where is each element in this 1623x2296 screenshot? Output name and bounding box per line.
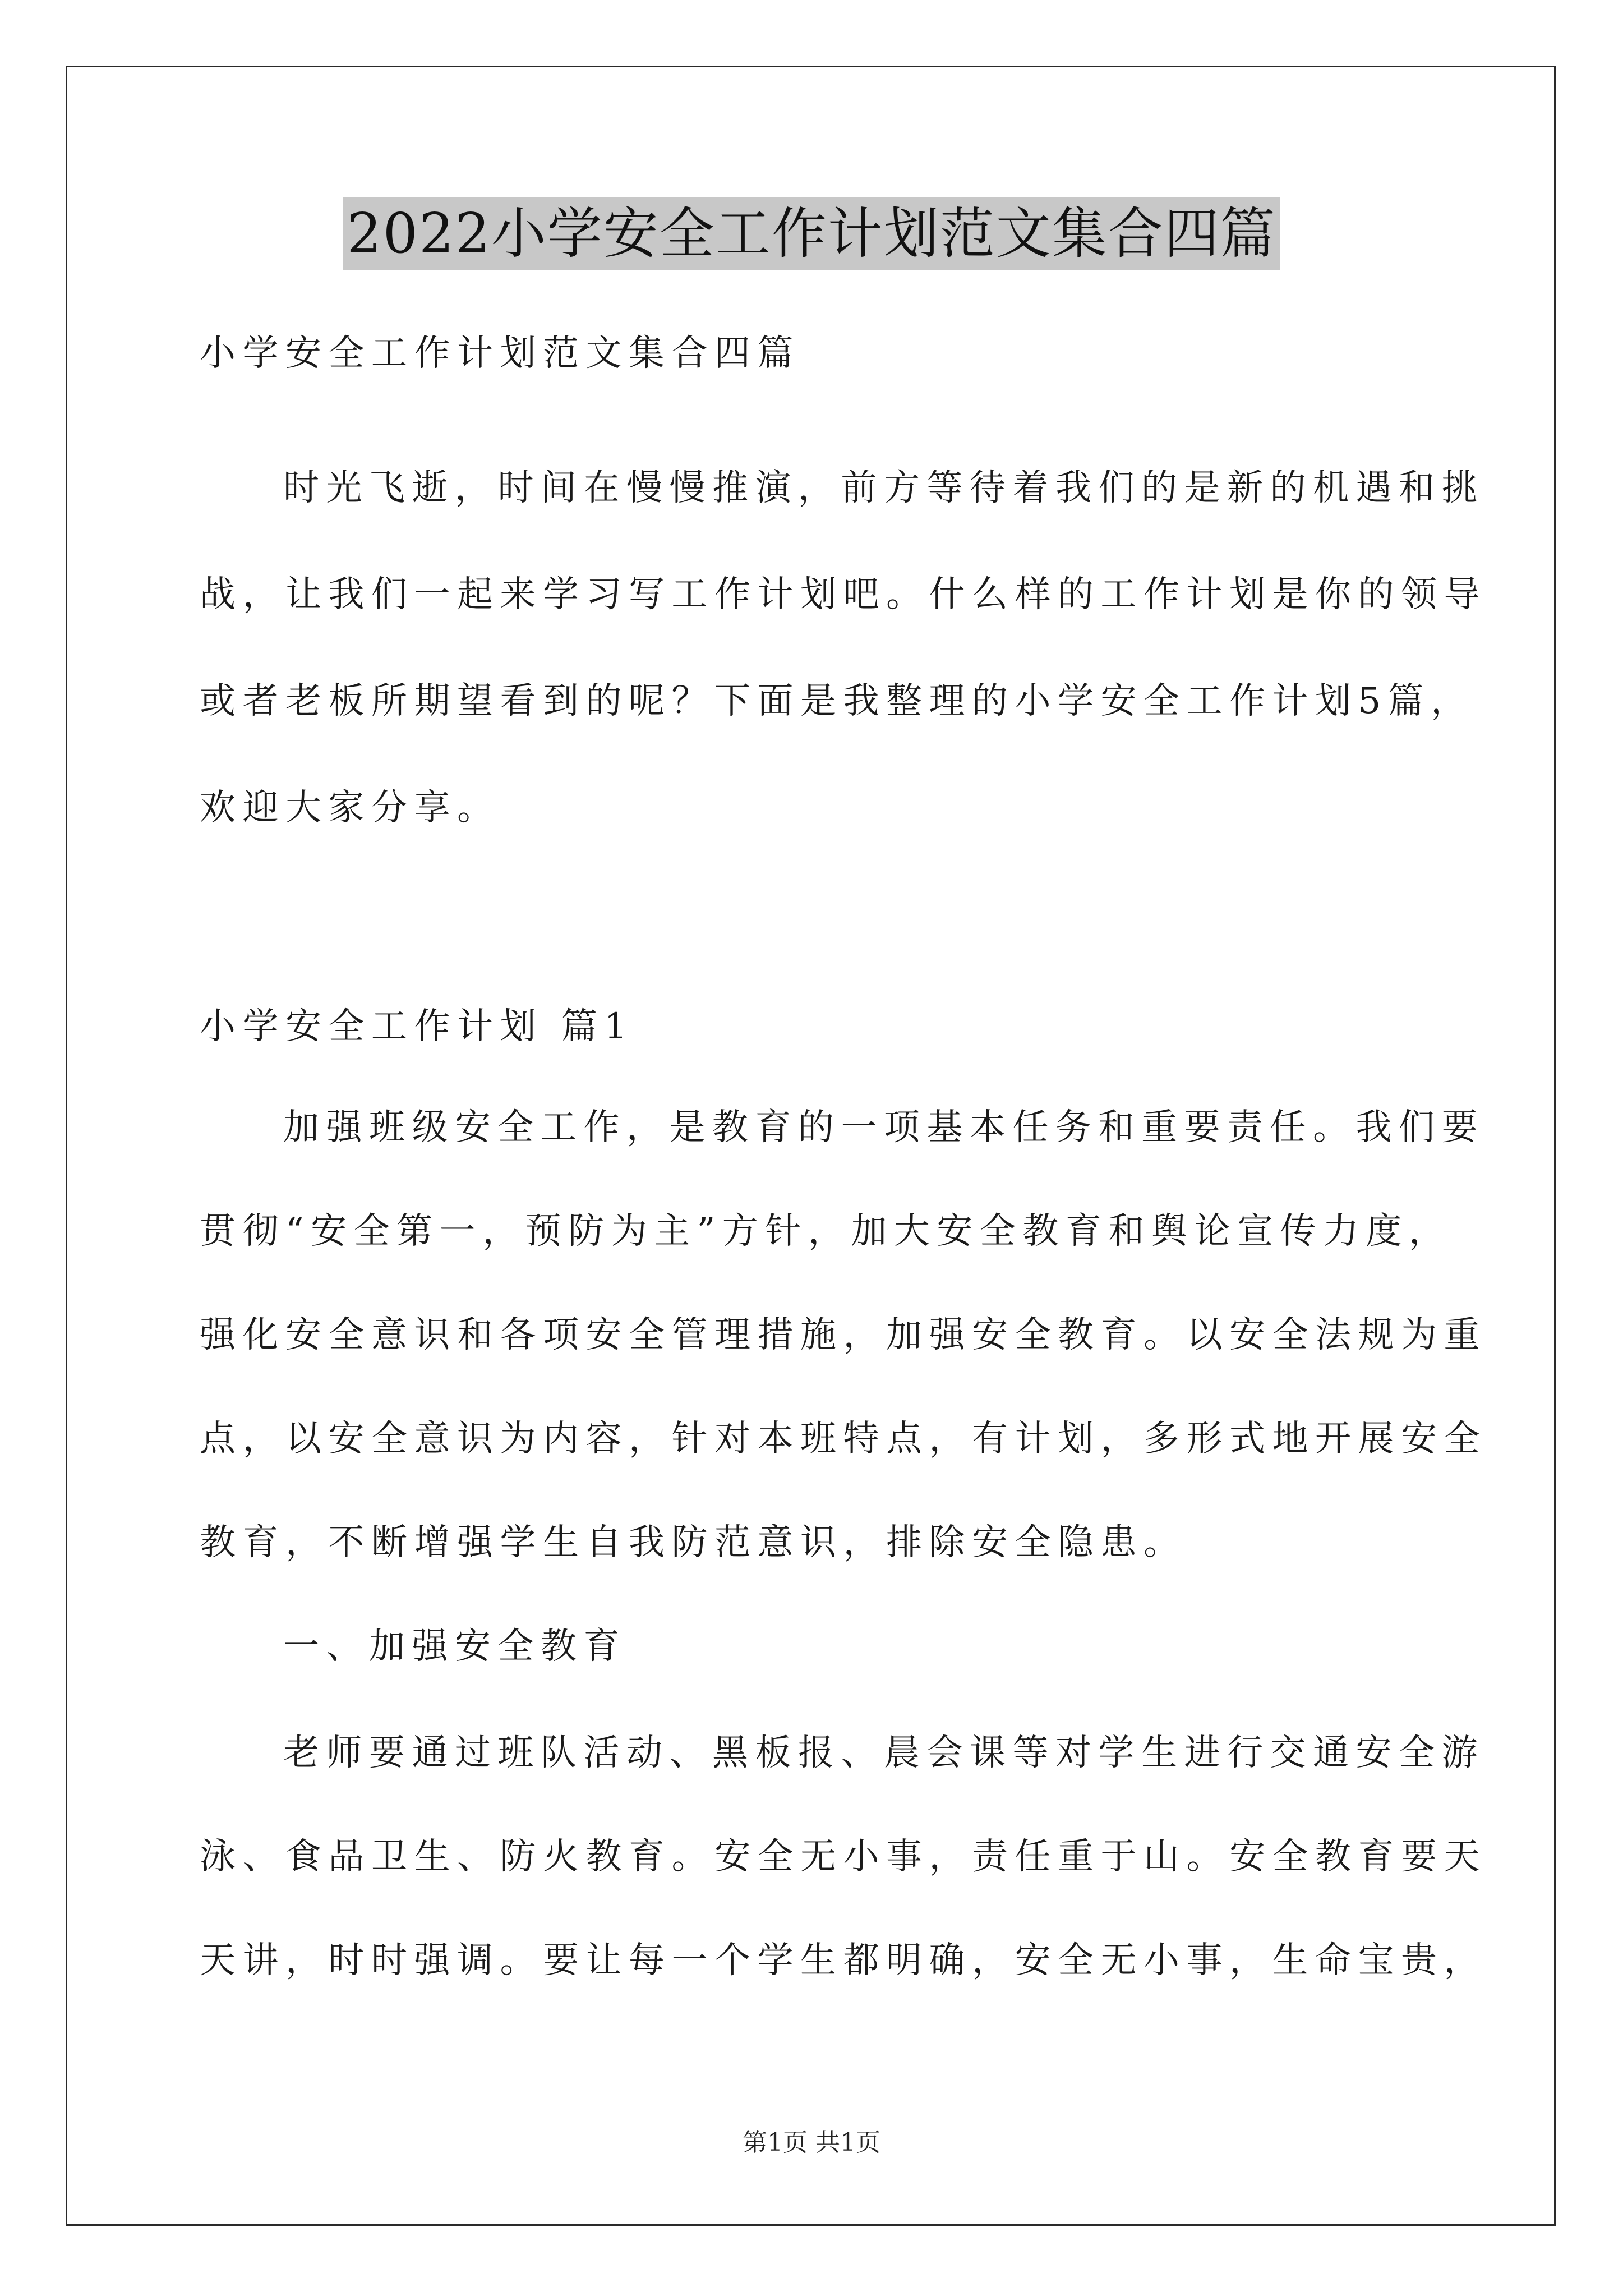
paragraph-line: 点，以安全意识为内容，针对本班特点，有计划，多形式地开展安全 bbox=[200, 1418, 1487, 1460]
paragraph-line: 欢迎大家分享。 bbox=[200, 787, 500, 829]
page-footer: 第1页 共1页 bbox=[743, 2128, 880, 2157]
paragraph-line: 战，让我们一起来学习写工作计划吧。什么样的工作计划是你的领导 bbox=[200, 574, 1487, 615]
section-heading: 小学安全工作计划 篇1 bbox=[200, 1006, 634, 1047]
title-container bbox=[0, 197, 1623, 270]
paragraph-line: 加强班级安全工作，是教育的一项基本任务和重要责任。我们要 bbox=[283, 1107, 1484, 1148]
paragraph-line: 或者老板所期望看到的呢？下面是我整理的小学安全工作计划5篇， bbox=[200, 680, 1474, 722]
subsection-heading: 一、加强安全教育 bbox=[283, 1626, 626, 1667]
paragraph-line: 泳、食品卫生、防火教育。安全无小事，责任重于山。安全教育要天 bbox=[200, 1836, 1487, 1878]
document-title: 2022小学安全工作计划范文集合四篇 bbox=[343, 197, 1279, 270]
paragraph-line: 强化安全意识和各项安全管理措施，加强安全教育。以安全法规为重 bbox=[200, 1314, 1487, 1356]
subtitle-line: 小学安全工作计划范文集合四篇 bbox=[200, 333, 800, 374]
paragraph-line: 老师要通过班队活动、黑板报、晨会课等对学生进行交通安全游 bbox=[283, 1732, 1484, 1774]
paragraph-line: 天讲，时时强调。要让每一个学生都明确，安全无小事，生命宝贵， bbox=[200, 1940, 1487, 1981]
paragraph-line: 贯彻“安全第一，预防为主”方针，加大安全教育和舆论宣传力度， bbox=[200, 1211, 1452, 1252]
paragraph-line: 时光飞逝，时间在慢慢推演，前方等待着我们的是新的机遇和挑 bbox=[283, 467, 1484, 509]
paragraph-line: 教育，不断增强学生自我防范意识，排除安全隐患。 bbox=[200, 1522, 1187, 1563]
